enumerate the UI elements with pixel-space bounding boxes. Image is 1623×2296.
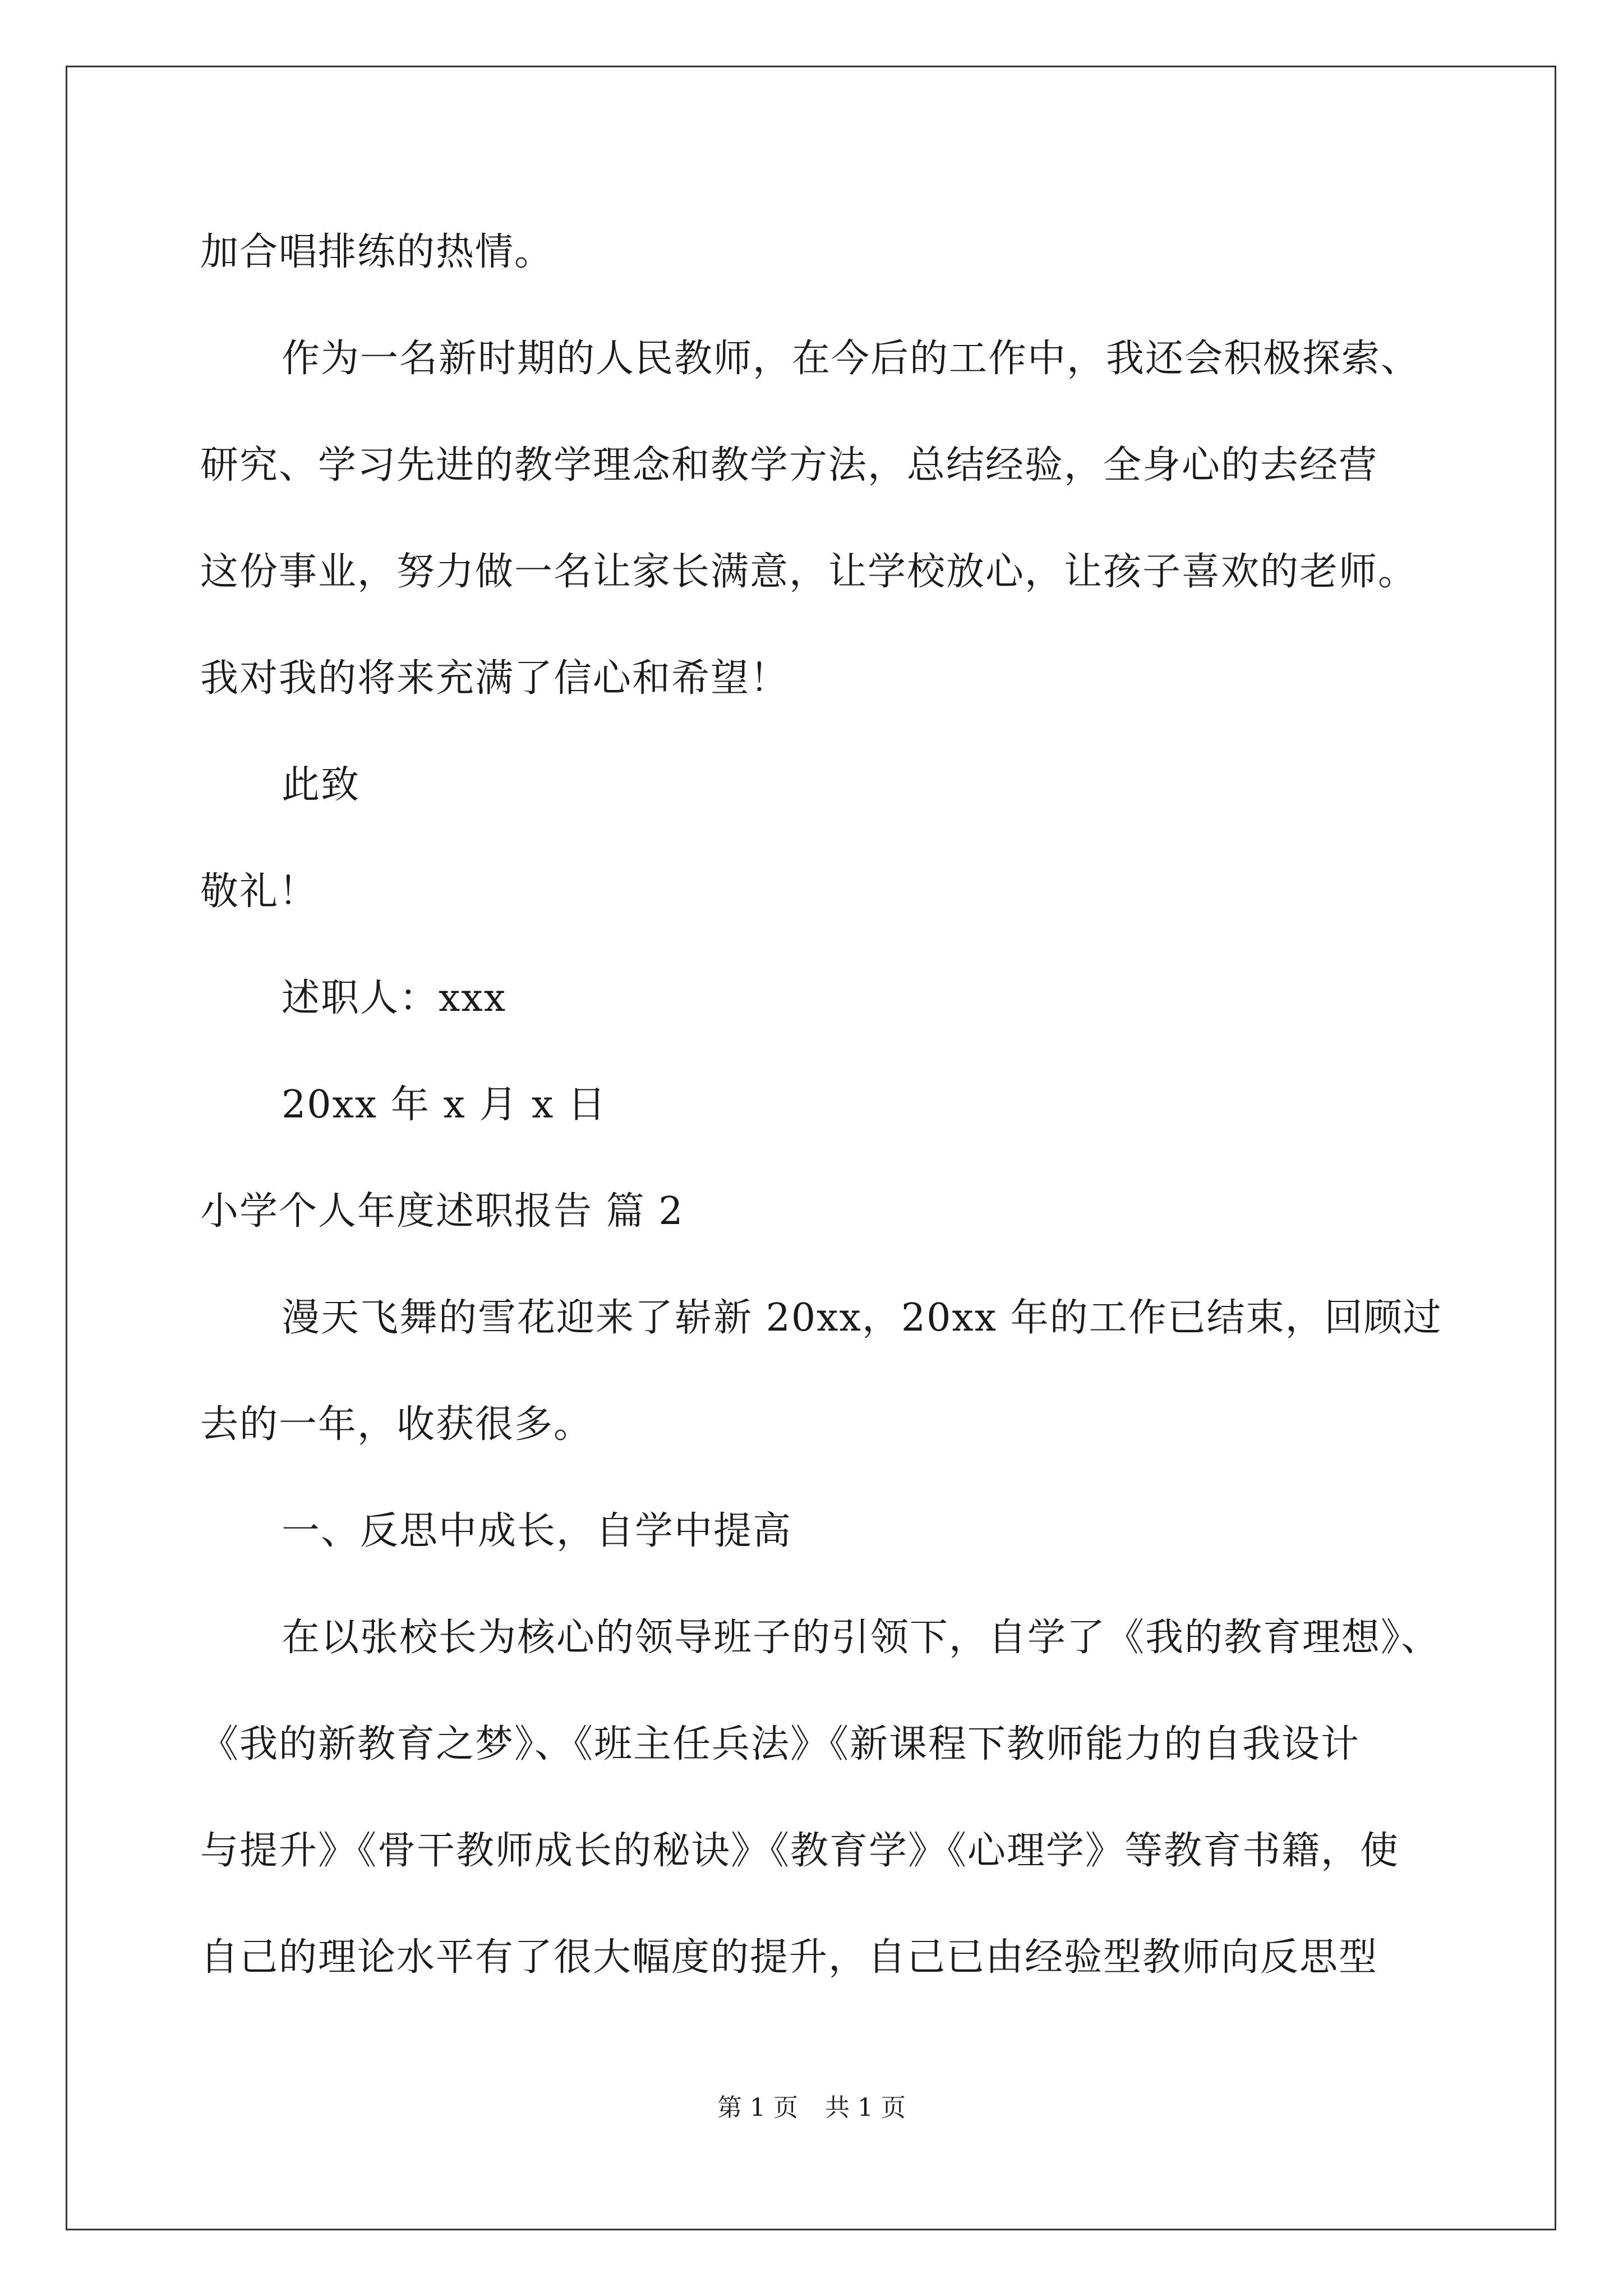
page-border [66,66,1556,2230]
signature-date: 20xx 年 x 月 x 日 [282,1083,607,1127]
body-line: 我对我的将来充满了信心和希望！ [200,656,790,701]
page-footer [0,2091,1623,2125]
closing-salutation: 此致 [282,763,361,807]
subsection-heading: 一、反思中成长，自学中提高 [282,1509,792,1553]
body-line: 研究、学习先进的教学理念和教学方法，总结经验，全身心的去经营 [200,443,1378,487]
body-line: 这份事业，努力做一名让家长满意，让学校放心，让孩子喜欢的老师。 [200,550,1418,594]
body-line: 在以张校长为核心的领导班子的引领下，自学了《我的教育理想》、 [282,1616,1441,1660]
body-line: 与提升》《骨干教师成长的秘诀》《教育学》《心理学》等教育书籍，使 [200,1829,1400,1873]
page-total: 共 1 页 [825,2093,906,2122]
body-line: 加合唱排练的热情。 [200,230,554,274]
body-line: 漫天飞舞的雪花迎来了崭新 20xx，20xx 年的工作已结束，回顾过 [282,1296,1442,1340]
body-line: 《我的新教育之梦》、《班主任兵法》《新课程下教师能力的自我设计 [200,1722,1361,1766]
body-line: 去的一年，收获很多。 [200,1402,593,1447]
section-title: 小学个人年度述职报告 篇 2 [200,1189,684,1234]
body-line: 自己的理论水平有了很大幅度的提升，自己已由经验型教师向反思型 [200,1935,1378,1980]
closing-regards: 敬礼！ [200,869,319,914]
page-number: 第 1 页 [717,2093,798,2122]
body-line: 作为一名新时期的人民教师，在今后的工作中，我还会积极探索、 [282,337,1421,381]
signature-reporter: 述职人：xxx [282,976,507,1020]
